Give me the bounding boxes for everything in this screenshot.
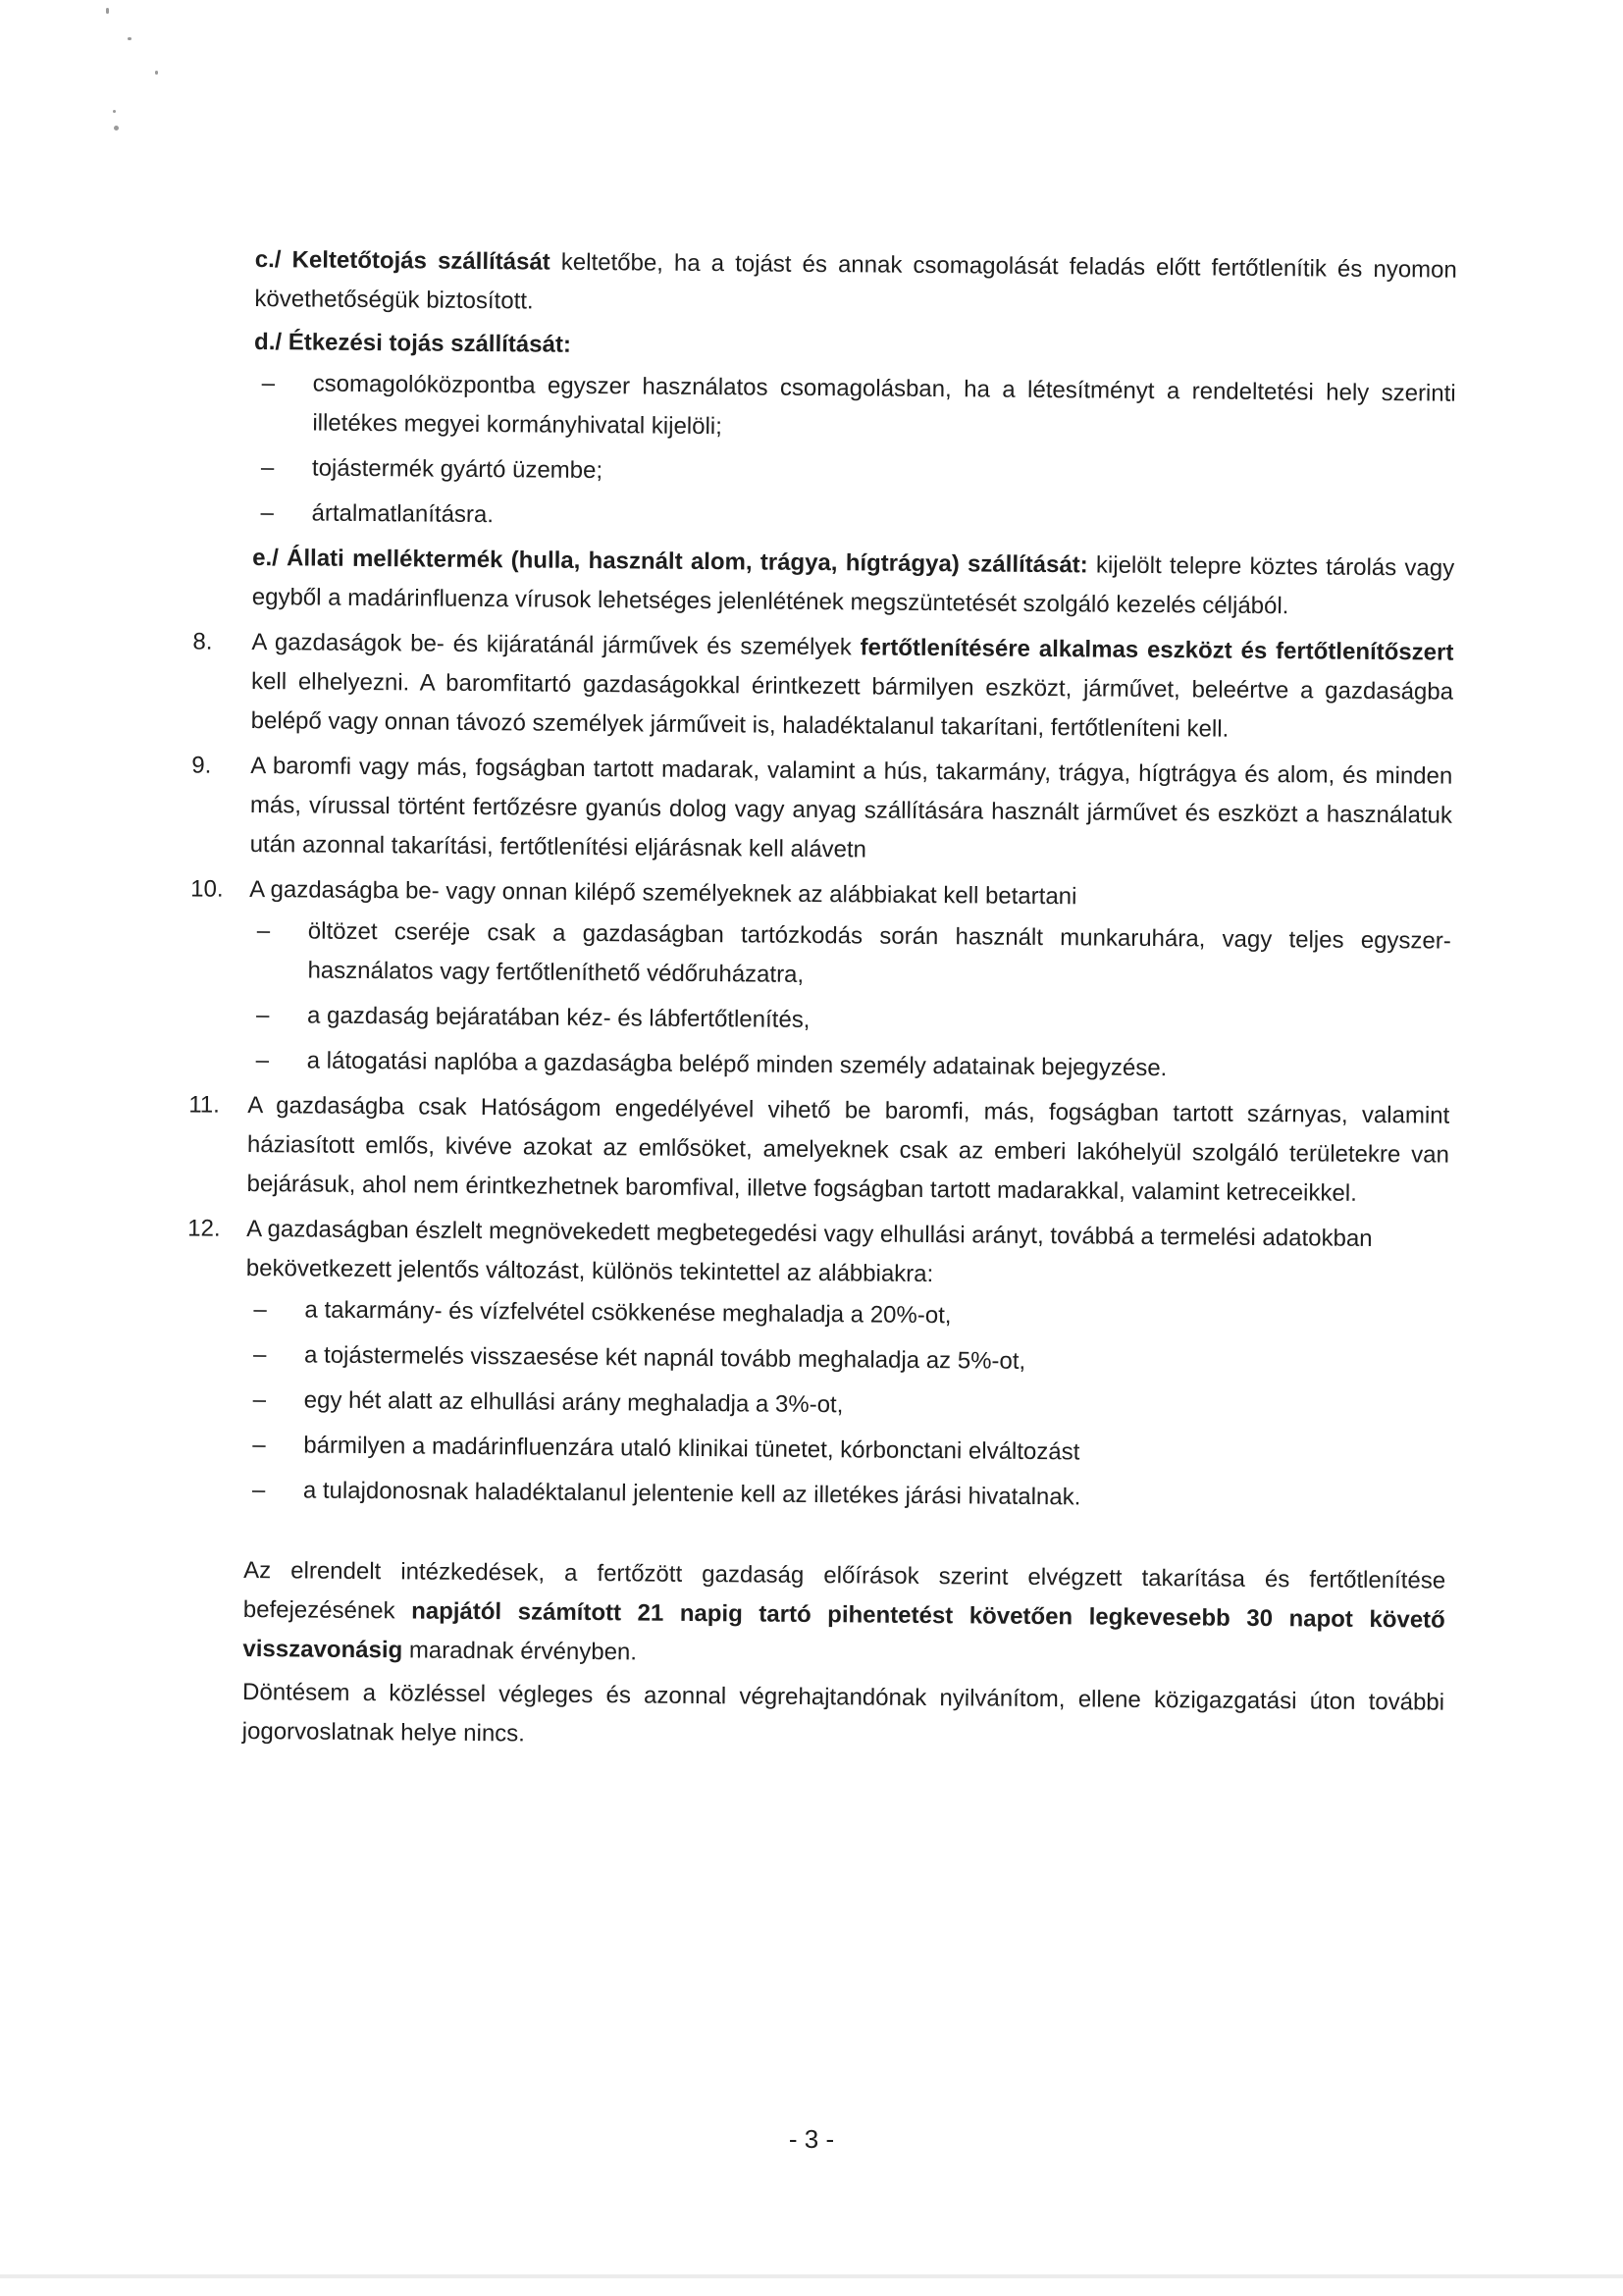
item-11-text: A gazdaságba csak Hatóságom engedélyével vihető be baromfi, más, fogságban tartott szárnyas, valamint háziasított emlős, kivéve azokat az emlősöket, amelyeknek csak az emberi lakóhelyül szolgáló területekre van bejárásuk, ahol nem érintkezhetnek baromfival, illetve fogságban tartott madarakkal, valamint ketreceikkel.: [246, 1091, 1450, 1207]
item-e-text: kijelölt telepre köztes tárolás vagy egyből a madárinfluenza vírusok lehetséges jelenlétének megszüntetését szolgáló kezelés céljából.: [251, 551, 1455, 620]
list-item-11: [188, 1086, 1450, 1215]
item-10-bullet: – a gazdaság bejáratában kéz- és lábfertőtlenítés,: [248, 996, 1450, 1046]
list-item-10: [190, 870, 1452, 1091]
item-12-bullet: – a tulajdonosnak haladéktalanul jelentenie kell az illetékes járási hivatalnak.: [244, 1471, 1446, 1521]
document-body: [187, 240, 1457, 1766]
list-item-12: [187, 1210, 1449, 1521]
item-8-text-after: kell elhelyezni. A baromfitartó gazdaságokkal érintkezett bármilyen eszközt, járművet, beleértve a gazdaságba belépő vagy onnan távozó személyek járműveit is, haladéktalanul takarítani, fertőtleníteni kell.: [250, 667, 1454, 743]
item-8-bold: fertőtlenítésére alkalmas eszközt és fertőtlenítőszert: [860, 634, 1454, 666]
list-item-9: [191, 747, 1453, 875]
scan-mark: [155, 71, 158, 75]
item-e-label: e./: [252, 544, 279, 572]
scan-mark: [114, 126, 119, 130]
scan-mark: [128, 37, 131, 40]
page-number: - 3 -: [788, 2124, 835, 2154]
item-number: 12.: [187, 1215, 221, 1242]
item-c: [254, 240, 1457, 330]
list-item-8: [192, 623, 1454, 752]
item-10-bullet: – öltözet cseréje csak a gazdaságban tartózkodás során használt munkaruhára, vagy teljes egyszer-használatos vagy fertőtleníthető védőruházatra,: [248, 912, 1451, 1001]
closing-section: [242, 1551, 1446, 1762]
closing-paragraph-1: [242, 1551, 1445, 1680]
item-c-label: c./: [254, 245, 282, 274]
item-12-list: [244, 1290, 1448, 1521]
numbered-list: [187, 623, 1454, 1521]
item-d-list: [252, 364, 1455, 544]
scan-mark: [113, 110, 116, 113]
item-12-text: A gazdaságban észlelt megnövekedett megbetegedési vagy elhullási arányt, továbbá a termelési adatokban bekövetkezett jelentős változást, különös tekintettel az alábbiakra:: [245, 1215, 1373, 1288]
item-10-list: [248, 912, 1451, 1091]
closing-p1-before: Az elrendelt intézkedések, a fertőzött gazdaság előírások szerint elvégzett takarítása és fertőtlenítése befejezésének: [242, 1556, 1446, 1625]
item-8-text-before: A gazdaságok be- és kijáratánál járművek és személyek: [251, 628, 861, 661]
item-e: [252, 539, 1455, 628]
item-number: 8.: [192, 628, 213, 655]
item-d-label: d./: [253, 328, 283, 356]
item-9-text: A baromfi vagy más, fogságban tartott madarak, valamint a hús, takarmány, trágya, hígtrágya és alom, és minden más, vírussal történt fertőzésre gyanús dolog vagy anyag szállítására használt járművet és eszközt a használatuk után azonnal takarítási, fertőtlenítési eljárásnak kell alávetn: [249, 752, 1453, 863]
closing-p1-bold: napjától számított 21 napig tartó pihentetést követően legkevesebb 30 napot követő visszavonásig: [242, 1597, 1445, 1664]
item-c-title: Keltetőtojás szállítását: [291, 246, 550, 276]
item-d-bullet: – ártalmatlanításra.: [252, 494, 1454, 544]
scan-mark: [106, 8, 109, 14]
closing-p1-after: maradnak érvényben.: [402, 1637, 638, 1666]
item-c-text: keltetőbe, ha a tojást és annak csomagolását feladás előtt fertőtlenítik és nyomon követhetőségük biztosított.: [254, 248, 1457, 315]
item-d-bullet: – csomagolóközpontba egyszer használatos csomagolásban, ha a létesítményt a rendeltetési hely szerinti illetékes megyei kormányhivatal kijelöli;: [253, 364, 1456, 453]
item-d-title: Étkezési tojás szállítását:: [288, 329, 572, 358]
item-12-bullet: – bármilyen a madárinfluenzára utaló klinikai tünetet, kórbonctani elváltozást: [244, 1426, 1446, 1476]
scan-marks: [98, 0, 177, 157]
item-d-bullet: – tojástermék gyártó üzembe;: [253, 448, 1455, 498]
scan-edge: [0, 2274, 1623, 2278]
closing-paragraph-2: Döntésem a közléssel végleges és azonnal végrehajtandónak nyilvánítom, ellene közigazgatási úton további jogorvoslatnak helye nincs.: [241, 1678, 1445, 1748]
item-12-bullet: – a takarmány- és vízfelvétel csökkenése meghaladja a 20%-ot,: [245, 1290, 1447, 1340]
item-12-bullet: – a tojástermelés visszaesése két napnál tovább meghaladja az 5%-ot,: [245, 1335, 1447, 1385]
item-10-text: A gazdaságba be- vagy onnan kilépő személyeknek az alábbiakat kell betartani: [249, 875, 1077, 911]
item-number: 9.: [191, 752, 212, 779]
item-10-bullet: – a látogatási naplóba a gazdaságba belépő minden személy adatainak bejegyzése.: [248, 1041, 1450, 1091]
item-number: 10.: [190, 875, 224, 903]
item-number: 11.: [188, 1091, 221, 1119]
item-12-bullet: – egy hét alatt az elhullási arány meghaladja a 3%-ot,: [245, 1381, 1447, 1431]
item-e-title: Állati melléktermék (hulla, használt alom, trágya, hígtrágya) szállítását:: [286, 545, 1088, 579]
